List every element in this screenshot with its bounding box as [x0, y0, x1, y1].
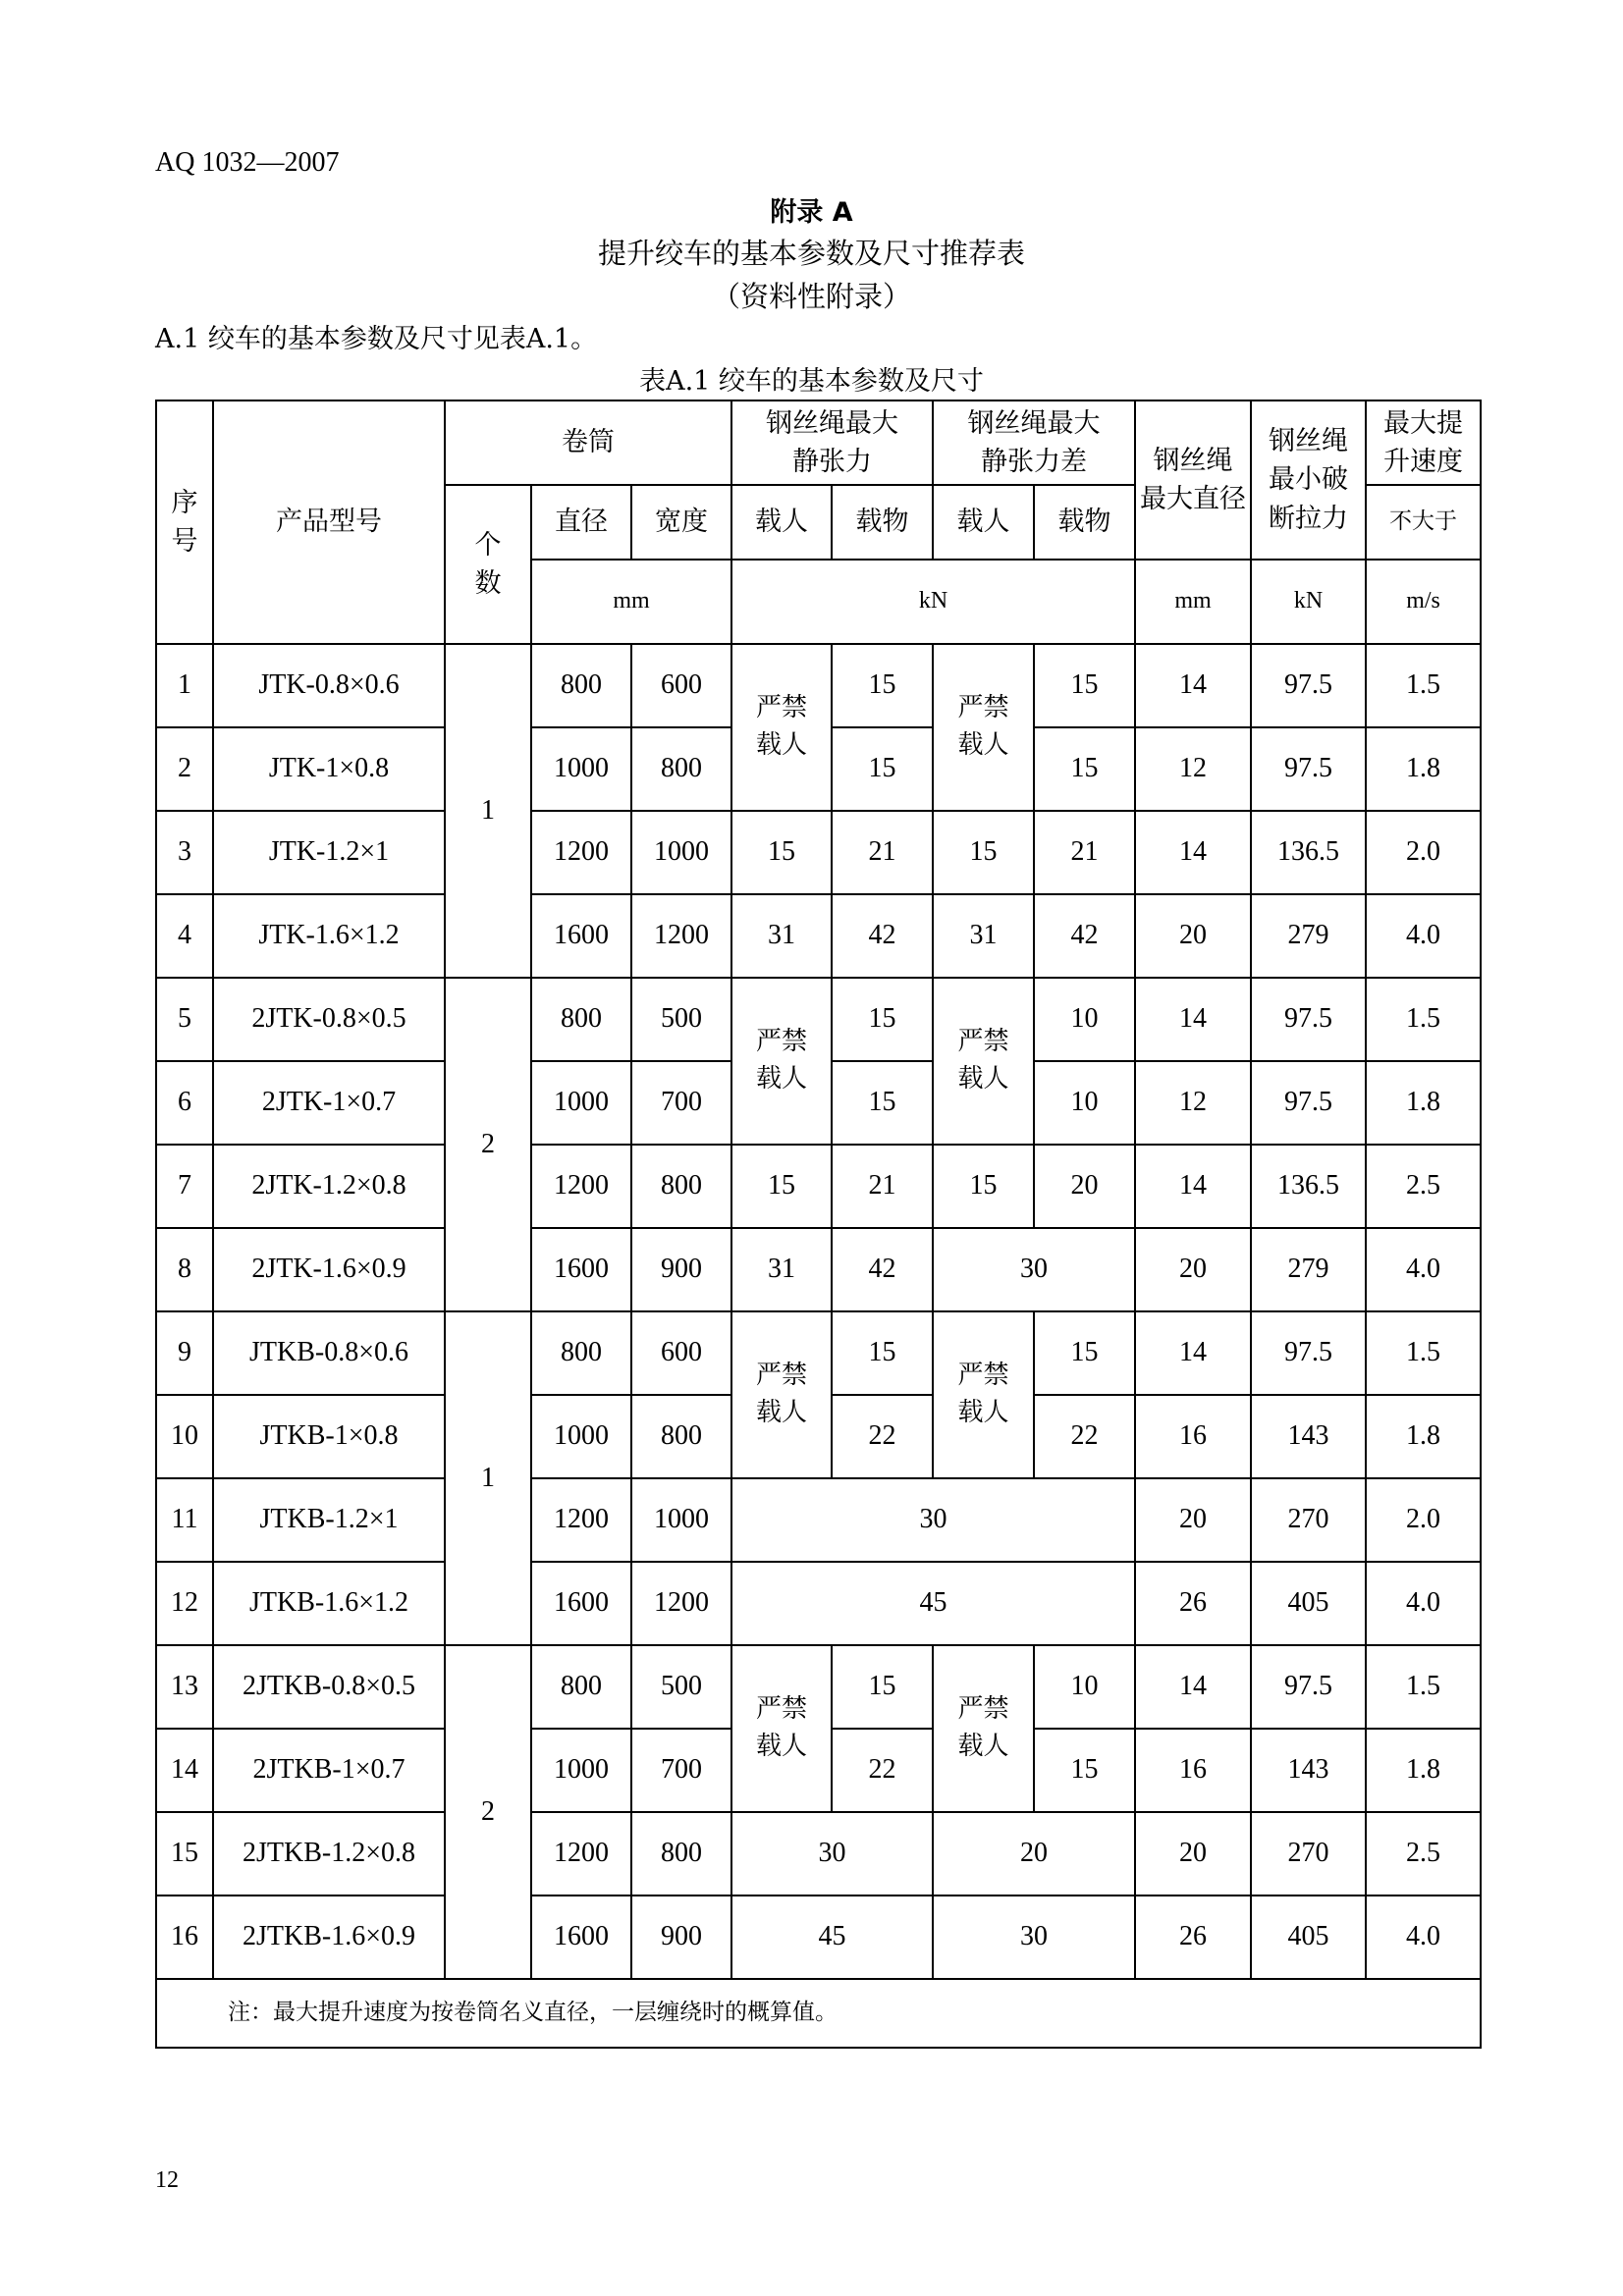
diff-cargo: 20: [1034, 1145, 1135, 1228]
row-count: 2: [445, 978, 531, 1311]
row-model: JTK-1.2×1: [213, 811, 445, 894]
row-width: 1200: [631, 1562, 731, 1645]
row-model: 2JTK-1.6×0.9: [213, 1228, 445, 1311]
row-width: 700: [631, 1729, 731, 1812]
row-diameter: 1200: [531, 1478, 631, 1562]
diff-passenger: 15: [933, 811, 1034, 894]
row-rope-diameter: 20: [1135, 894, 1251, 978]
diff-cargo: 15: [1034, 1729, 1135, 1812]
row-number: 5: [156, 978, 213, 1061]
row-breaking-force: 405: [1251, 1562, 1366, 1645]
header-tension-cargo: 载物: [832, 485, 933, 560]
tension-passenger-forbidden: 严禁 载人: [731, 1311, 832, 1478]
tension-passenger-forbidden: 严禁 载人: [731, 978, 832, 1145]
row-diameter: 1000: [531, 1729, 631, 1812]
winch-parameters-table: [155, 400, 1482, 2049]
unit-drum-mm: mm: [531, 560, 731, 644]
tension-passenger-forbidden: 严禁 载人: [731, 1645, 832, 1812]
diff-passenger-forbidden: 严禁 载人: [933, 1311, 1034, 1478]
row-speed: 4.0: [1366, 1562, 1481, 1645]
row-model: JTK-0.8×0.6: [213, 644, 445, 727]
tension-merged: 30: [731, 1812, 933, 1896]
diff-passenger: 31: [933, 894, 1034, 978]
row-number: 10: [156, 1395, 213, 1478]
row-speed: 1.5: [1366, 644, 1481, 727]
row-rope-diameter: 16: [1135, 1395, 1251, 1478]
row-number: 2: [156, 727, 213, 811]
row-breaking-force: 270: [1251, 1812, 1366, 1896]
row-rope-diameter: 14: [1135, 1645, 1251, 1729]
table-row: [156, 1311, 1481, 1395]
row-speed: 1.8: [1366, 1729, 1481, 1812]
row-speed: 1.8: [1366, 727, 1481, 811]
header-seq: 序 号: [156, 400, 213, 644]
diff-cargo: 15: [1034, 644, 1135, 727]
row-breaking-force: 97.5: [1251, 727, 1366, 811]
row-diameter: 1000: [531, 727, 631, 811]
diff-merged: 30: [933, 1228, 1135, 1311]
table-row: [156, 978, 1481, 1061]
row-breaking-force: 97.5: [1251, 978, 1366, 1061]
row-breaking-force: 136.5: [1251, 1145, 1366, 1228]
tension-cargo: 15: [832, 1311, 933, 1395]
row-rope-diameter: 20: [1135, 1478, 1251, 1562]
row-breaking-force: 405: [1251, 1896, 1366, 1979]
header-diff-cargo: 载物: [1034, 485, 1135, 560]
row-model: 2JTK-1.2×0.8: [213, 1145, 445, 1228]
row-number: 13: [156, 1645, 213, 1729]
tension-cargo: 15: [832, 727, 933, 811]
row-speed: 1.5: [1366, 1311, 1481, 1395]
row-diameter: 1200: [531, 1145, 631, 1228]
row-diameter: 1600: [531, 894, 631, 978]
row-diameter: 1600: [531, 1896, 631, 1979]
row-width: 1200: [631, 894, 731, 978]
row-speed: 4.0: [1366, 894, 1481, 978]
row-speed: 2.0: [1366, 1478, 1481, 1562]
table-caption: 表A.1 绞车的基本参数及尺寸: [639, 366, 984, 397]
table-row: [156, 1562, 1481, 1645]
row-number: 14: [156, 1729, 213, 1812]
tension-cargo: 42: [832, 894, 933, 978]
row-breaking-force: 97.5: [1251, 1061, 1366, 1145]
row-rope-diameter: 26: [1135, 1896, 1251, 1979]
row-rope-diameter: 14: [1135, 811, 1251, 894]
unit-tension-kn: kN: [731, 560, 1135, 644]
row-rope-diameter: 20: [1135, 1812, 1251, 1896]
tension-cargo: 42: [832, 1228, 933, 1311]
diff-cargo: 15: [1034, 727, 1135, 811]
unit-break-kn: kN: [1251, 560, 1366, 644]
row-breaking-force: 270: [1251, 1478, 1366, 1562]
row-model: 2JTKB-1.6×0.9: [213, 1896, 445, 1979]
appendix-title: 提升绞车的基本参数及尺寸推荐表: [597, 237, 1025, 270]
appendix-type: （资料性附录）: [711, 280, 911, 313]
diff-merged: 20: [933, 1812, 1135, 1896]
row-rope-diameter: 16: [1135, 1729, 1251, 1812]
row-rope-diameter: 14: [1135, 1145, 1251, 1228]
row-width: 900: [631, 1228, 731, 1311]
row-number: 12: [156, 1562, 213, 1645]
tension-passenger: 31: [731, 1228, 832, 1311]
row-breaking-force: 143: [1251, 1395, 1366, 1478]
row-model: JTK-1.6×1.2: [213, 894, 445, 978]
tension-and-diff-merged: 30: [731, 1478, 1135, 1562]
header-diameter: 直径: [531, 485, 631, 560]
row-model: JTK-1×0.8: [213, 727, 445, 811]
header-not-exceed: 不大于: [1366, 485, 1481, 560]
row-speed: 1.5: [1366, 978, 1481, 1061]
row-number: 11: [156, 1478, 213, 1562]
row-breaking-force: 97.5: [1251, 1645, 1366, 1729]
diff-passenger-forbidden: 严禁 载人: [933, 1645, 1034, 1812]
header-tension-passenger: 载人: [731, 485, 832, 560]
table-row: [156, 894, 1481, 978]
row-breaking-force: 279: [1251, 894, 1366, 978]
row-number: 7: [156, 1145, 213, 1228]
row-model: 2JTKB-0.8×0.5: [213, 1645, 445, 1729]
row-speed: 1.8: [1366, 1061, 1481, 1145]
row-number: 4: [156, 894, 213, 978]
row-count: 2: [445, 1645, 531, 1979]
tension-cargo: 22: [832, 1729, 933, 1812]
header-count: 个 数: [445, 485, 531, 644]
tension-cargo: 22: [832, 1395, 933, 1478]
row-diameter: 800: [531, 978, 631, 1061]
row-speed: 2.0: [1366, 811, 1481, 894]
row-speed: 1.8: [1366, 1395, 1481, 1478]
row-number: 9: [156, 1311, 213, 1395]
row-width: 500: [631, 1645, 731, 1729]
row-breaking-force: 279: [1251, 1228, 1366, 1311]
document-code: AQ 1032—2007: [155, 147, 340, 178]
row-diameter: 800: [531, 644, 631, 727]
diff-cargo: 10: [1034, 978, 1135, 1061]
table-row: [156, 1812, 1481, 1896]
row-model: 2JTK-1×0.7: [213, 1061, 445, 1145]
diff-cargo: 42: [1034, 894, 1135, 978]
table-row: [156, 1228, 1481, 1311]
tension-cargo: 21: [832, 1145, 933, 1228]
row-count: 1: [445, 1311, 531, 1645]
unit-rope-mm: mm: [1135, 560, 1251, 644]
table-note-row: [156, 1979, 1481, 2048]
row-model: 2JTK-0.8×0.5: [213, 978, 445, 1061]
row-diameter: 1200: [531, 1812, 631, 1896]
row-width: 900: [631, 1896, 731, 1979]
row-diameter: 1200: [531, 811, 631, 894]
row-rope-diameter: 12: [1135, 727, 1251, 811]
row-width: 1000: [631, 1478, 731, 1562]
table-row: [156, 1478, 1481, 1562]
row-rope-diameter: 26: [1135, 1562, 1251, 1645]
row-model: JTKB-1×0.8: [213, 1395, 445, 1478]
tension-passenger: 31: [731, 894, 832, 978]
row-number: 16: [156, 1896, 213, 1979]
table-note: 注：最大提升速度为按卷筒名义直径，一层缠绕时的概算值。: [156, 1979, 1481, 2048]
row-breaking-force: 143: [1251, 1729, 1366, 1812]
header-rope-max-diameter: 钢丝绳 最大直径: [1135, 400, 1251, 560]
table-row: [156, 811, 1481, 894]
tension-cargo: 21: [832, 811, 933, 894]
header-max-static-tension: 钢丝绳最大 静张力: [731, 400, 933, 485]
header-rope-min-breaking-force: 钢丝绳 最小破 断拉力: [1251, 400, 1366, 560]
row-model: JTKB-1.2×1: [213, 1478, 445, 1562]
diff-merged: 30: [933, 1896, 1135, 1979]
diff-cargo: 10: [1034, 1061, 1135, 1145]
row-breaking-force: 97.5: [1251, 644, 1366, 727]
row-width: 1000: [631, 811, 731, 894]
row-number: 3: [156, 811, 213, 894]
header-max-static-tension-diff: 钢丝绳最大 静张力差: [933, 400, 1135, 485]
tension-cargo: 15: [832, 1061, 933, 1145]
row-number: 6: [156, 1061, 213, 1145]
row-speed: 4.0: [1366, 1896, 1481, 1979]
row-model: 2JTKB-1×0.7: [213, 1729, 445, 1812]
table-row: [156, 1645, 1481, 1729]
row-number: 15: [156, 1812, 213, 1896]
header-max-speed: 最大提 升速度: [1366, 400, 1481, 485]
row-width: 500: [631, 978, 731, 1061]
row-speed: 1.5: [1366, 1645, 1481, 1729]
row-number: 1: [156, 644, 213, 727]
row-rope-diameter: 14: [1135, 978, 1251, 1061]
row-speed: 2.5: [1366, 1145, 1481, 1228]
tension-passenger: 15: [731, 811, 832, 894]
row-diameter: 1000: [531, 1061, 631, 1145]
header-width: 宽度: [631, 485, 731, 560]
tension-cargo: 15: [832, 644, 933, 727]
diff-cargo: 15: [1034, 1311, 1135, 1395]
row-breaking-force: 97.5: [1251, 1311, 1366, 1395]
header-model: 产品型号: [213, 400, 445, 644]
tension-and-diff-merged: 45: [731, 1562, 1135, 1645]
row-width: 600: [631, 1311, 731, 1395]
row-model: 2JTKB-1.2×0.8: [213, 1812, 445, 1896]
tension-passenger: 15: [731, 1145, 832, 1228]
header-diff-passenger: 载人: [933, 485, 1034, 560]
diff-cargo: 10: [1034, 1645, 1135, 1729]
unit-speed-ms: m/s: [1366, 560, 1481, 644]
tension-cargo: 15: [832, 1645, 933, 1729]
row-width: 800: [631, 1395, 731, 1478]
diff-cargo: 22: [1034, 1395, 1135, 1478]
table-row: [156, 1896, 1481, 1979]
row-number: 8: [156, 1228, 213, 1311]
row-model: JTKB-1.6×1.2: [213, 1562, 445, 1645]
row-diameter: 1600: [531, 1228, 631, 1311]
row-speed: 2.5: [1366, 1812, 1481, 1896]
tension-merged: 45: [731, 1896, 933, 1979]
row-rope-diameter: 14: [1135, 1311, 1251, 1395]
page-number: 12: [155, 2167, 179, 2193]
table-row: [156, 1145, 1481, 1228]
appendix-label: 附录 A: [770, 197, 853, 228]
header-drum: 卷筒: [445, 400, 731, 485]
row-count: 1: [445, 644, 531, 978]
row-diameter: 800: [531, 1311, 631, 1395]
row-rope-diameter: 20: [1135, 1228, 1251, 1311]
intro-paragraph: A.1 绞车的基本参数及尺寸见表A.1。: [155, 324, 598, 354]
row-diameter: 800: [531, 1645, 631, 1729]
diff-cargo: 21: [1034, 811, 1135, 894]
row-diameter: 1600: [531, 1562, 631, 1645]
diff-passenger-forbidden: 严禁 载人: [933, 978, 1034, 1145]
table-row: [156, 644, 1481, 727]
diff-passenger-forbidden: 严禁 载人: [933, 644, 1034, 811]
row-width: 800: [631, 727, 731, 811]
row-rope-diameter: 12: [1135, 1061, 1251, 1145]
row-diameter: 1000: [531, 1395, 631, 1478]
tension-cargo: 15: [832, 978, 933, 1061]
row-rope-diameter: 14: [1135, 644, 1251, 727]
row-width: 800: [631, 1812, 731, 1896]
row-model: JTKB-0.8×0.6: [213, 1311, 445, 1395]
diff-passenger: 15: [933, 1145, 1034, 1228]
row-width: 800: [631, 1145, 731, 1228]
row-width: 600: [631, 644, 731, 727]
row-width: 700: [631, 1061, 731, 1145]
row-speed: 4.0: [1366, 1228, 1481, 1311]
tension-passenger-forbidden: 严禁 载人: [731, 644, 832, 811]
row-breaking-force: 136.5: [1251, 811, 1366, 894]
